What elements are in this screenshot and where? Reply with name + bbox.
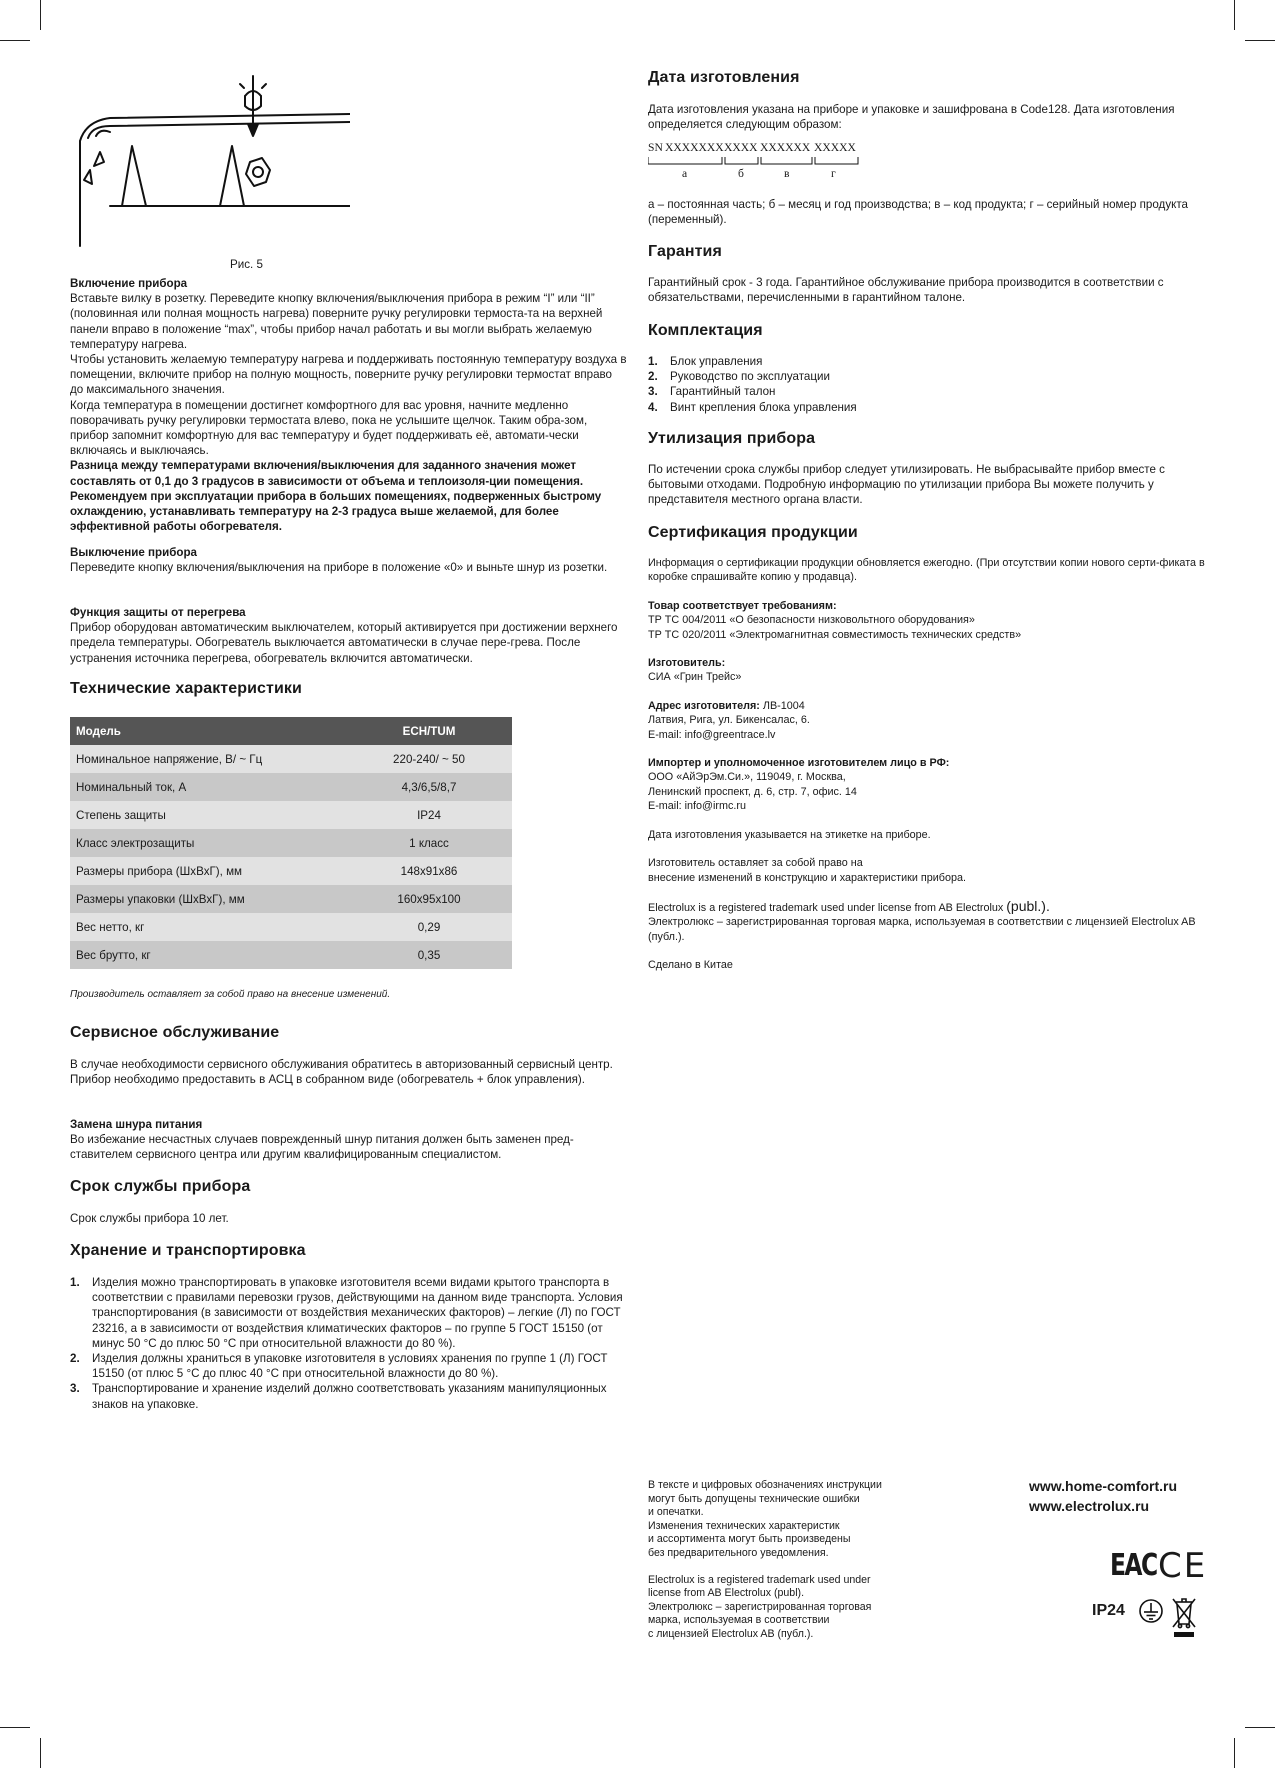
sn-part-c: XXXXXX bbox=[760, 141, 811, 154]
spec-param: Вес брутто, кг bbox=[70, 941, 346, 969]
spec-value: 1 класс bbox=[346, 829, 512, 857]
spec-param: Класс электрозащиты bbox=[70, 829, 346, 857]
footer-tm-line-3: Электролюкс – зарегистрированная торговая bbox=[648, 1600, 872, 1613]
kit-item-text: Гарантийный талон bbox=[670, 385, 776, 399]
storage-item-number: 3. bbox=[70, 1382, 80, 1396]
specs-table-row bbox=[70, 745, 512, 773]
weee-bin-icon bbox=[1170, 1596, 1198, 1640]
address-title: Адрес изготовителя: bbox=[648, 699, 760, 712]
disclaimer-line-5: и ассортимента могут быть произведены bbox=[648, 1533, 851, 1546]
kit-item bbox=[648, 400, 1208, 415]
serial-number-diagram bbox=[648, 141, 1208, 181]
requirement-2: ТР ТС 020/2011 «Электромагнитная совместимость технических средств» bbox=[648, 628, 1022, 641]
power-on-paragraph-3: Когда температура в помещении достигнет комфортного для вас уровня, начните медленно поворачивать ручку регулировки термостата влево, пока не услышите щелчок. Таким обра-зом, прибор запомнит комфортную для вас температуру и будет поддерживать её, автомати-чески включаясь и выключаясь. bbox=[70, 398, 588, 458]
kit-item-text: Винт крепления блока управления bbox=[670, 400, 857, 414]
footer-disclaimer bbox=[648, 1479, 918, 1642]
made-in: Сделано в Китае bbox=[648, 959, 733, 972]
disposal-heading: Утилизация прибора bbox=[648, 430, 816, 447]
crop-mark bbox=[40, 1738, 41, 1768]
specs-table bbox=[70, 717, 512, 969]
footer-icons bbox=[1092, 1596, 1212, 1646]
spec-value: 220-240/ ~ 50 bbox=[346, 745, 512, 773]
figure-5-illustration bbox=[70, 66, 350, 256]
spec-param: Степень защиты bbox=[70, 801, 346, 829]
specs-table-row bbox=[70, 857, 512, 885]
overheat-section bbox=[70, 605, 628, 666]
manufacturer-address-line-1 bbox=[648, 699, 1208, 713]
sn-brackets bbox=[648, 155, 868, 167]
specs-header-value: ECH/TUM bbox=[346, 717, 512, 745]
disclaimer-line-1: В тексте и цифровых обозначениях инструкции bbox=[648, 1479, 882, 1491]
specs-note: Производитель оставляет за собой право на внесение изменений. bbox=[70, 989, 391, 1000]
website-electrolux[interactable]: www.electrolux.ru bbox=[1029, 1498, 1150, 1514]
crop-mark bbox=[0, 40, 30, 41]
service-heading: Сервисное обслуживание bbox=[70, 1024, 280, 1041]
disclaimer-line-3: и опечатки. bbox=[648, 1506, 704, 1519]
footer-tm-line-4: марка, используемая в соответствии bbox=[648, 1614, 830, 1627]
specs-table-row bbox=[70, 801, 512, 829]
spec-param: Размеры упаковки (ШхВхГ), мм bbox=[70, 885, 346, 913]
sn-part-a: XXXXXXX bbox=[665, 141, 724, 154]
disclaimer-line-6: без предварительного уведомления. bbox=[648, 1546, 829, 1559]
website-home-comfort[interactable]: www.home-comfort.ru bbox=[1029, 1478, 1178, 1494]
storage-item-text: Изделия можно транспортировать в упаковке изготовителя всеми видами крытого транспорта в соответствии с правилами перевозки грузов, действующими на данном виде транспорта. Условия транспортирования (в зависимости от воздействия механических факторов) – легкие (Л) по ГОСТ 23216, а в зависимости от воздействия климатических факторов – по группе 5 ГОСТ 15150 (от минус 50 °С до плюс 50 °С при относительной влажности до 80 %). bbox=[92, 1276, 623, 1350]
rights-line-2: внесение изменений в конструкцию и характеристики прибора. bbox=[648, 871, 966, 884]
specs-table-wrap bbox=[70, 717, 628, 969]
crop-mark bbox=[1234, 0, 1235, 30]
requirements-title: Товар соответствует требованиям: bbox=[648, 599, 837, 612]
figure-caption: Рис. 5 bbox=[230, 258, 263, 271]
manufacturer-email: E-mail: info@greentrace.lv bbox=[648, 728, 776, 741]
spec-value: 4,3/6,5/8,7 bbox=[346, 773, 512, 801]
certification-heading: Сертификация продукции bbox=[648, 524, 858, 541]
spec-value: 148х91х86 bbox=[346, 857, 512, 885]
trademark-ru: Электролюкс – зарегистрированная торговая марка, используемая в соответствии с лицензией Electrolux AB (публ.). bbox=[648, 916, 1196, 943]
sn-letter-a: а bbox=[682, 167, 688, 180]
specs-header-model: Модель bbox=[70, 717, 346, 745]
storage-item-number: 2. bbox=[70, 1352, 80, 1366]
specs-table-row bbox=[70, 773, 512, 801]
kit-item bbox=[648, 384, 1208, 399]
spec-param: Номинальный ток, А bbox=[70, 773, 346, 801]
certification-section bbox=[648, 556, 1208, 973]
warranty-section bbox=[648, 275, 1208, 305]
spec-param: Вес нетто, кг bbox=[70, 913, 346, 941]
kit-item-text: Блок управления bbox=[670, 355, 763, 368]
trademark-en bbox=[648, 899, 1208, 915]
storage-item bbox=[70, 1275, 628, 1351]
storage-list bbox=[70, 1275, 628, 1412]
spec-value: 0,35 bbox=[346, 941, 512, 969]
storage-list-wrap bbox=[70, 1275, 628, 1412]
crop-mark bbox=[40, 0, 41, 30]
power-off-title: Выключение прибора bbox=[70, 546, 198, 559]
specs-table-row bbox=[70, 885, 512, 913]
importer-line-3: E-mail: info@irmc.ru bbox=[648, 800, 746, 813]
importer-line-1: ООО «АйЭрЭм.Си.», 119049, г. Москва, bbox=[648, 771, 846, 784]
sn-letter-d: г bbox=[831, 167, 836, 180]
spec-value: 160х95х100 bbox=[346, 885, 512, 913]
kit-item-text: Руководство по эксплуатации bbox=[670, 370, 830, 384]
ip24-label: IP24 bbox=[1092, 1602, 1125, 1619]
specs-heading: Технические характеристики bbox=[70, 680, 302, 697]
power-on-section bbox=[70, 276, 628, 534]
kit-list bbox=[648, 354, 1208, 415]
sn-legend-section bbox=[648, 197, 1208, 227]
date-note: Дата изготовления указывается на этикетке на приборе. bbox=[648, 828, 931, 841]
crop-mark bbox=[1234, 1738, 1235, 1768]
service-section bbox=[70, 1057, 628, 1087]
kit-item-number: 1. bbox=[648, 355, 658, 368]
storage-item-text: Транспортирование и хранение изделий должно соответствовать указаниям манипуляционных знаков на упаковке. bbox=[92, 1382, 607, 1411]
crop-mark bbox=[1245, 40, 1275, 41]
disclaimer-line-2: могут быть допущены технические ошибки bbox=[648, 1492, 860, 1505]
footer-websites bbox=[1029, 1476, 1209, 1516]
sn-prefix: SN bbox=[648, 141, 663, 154]
mfg-date-section bbox=[648, 102, 1208, 132]
eac-mark: EAC bbox=[1110, 1548, 1157, 1583]
mfg-date-heading: Дата изготовления bbox=[648, 69, 800, 86]
storage-heading: Хранение и транспортировка bbox=[70, 1242, 306, 1259]
kit-item-number: 2. bbox=[648, 370, 658, 384]
power-on-paragraph-2: Чтобы установить желаемую температуру нагрева и поддерживать постоянную температуру воздуха в помещении, включите прибор на полную мощность, поверните ручку регулировки термостат вправо до максимального значения. bbox=[70, 353, 627, 397]
spec-value: IP24 bbox=[346, 801, 512, 829]
ce-mark: CE bbox=[1158, 1546, 1208, 1586]
storage-item bbox=[70, 1381, 628, 1411]
spec-param: Размеры прибора (ШхВхГ), мм bbox=[70, 857, 346, 885]
kit-item-number: 3. bbox=[648, 385, 658, 399]
lifetime-text: Срок службы прибора 10 лет. bbox=[70, 1212, 229, 1225]
storage-item-number: 1. bbox=[70, 1276, 80, 1289]
importer-line-2: Ленинский проспект, д. 6, стр. 7, офис. 14 bbox=[648, 785, 857, 798]
manufacturer-address: Латвия, Рига, ул. Бикенсалас, 6. bbox=[648, 714, 810, 727]
requirement-1: ТР ТС 004/2011 «О безопасности низковольтного оборудования» bbox=[648, 614, 975, 627]
warranty-heading: Гарантия bbox=[648, 243, 722, 260]
cord-text: Во избежание несчастных случаев поврежденный шнур питания должен быть заменен пред-ставителем сервисного центра или другим квалифицированным специалистом. bbox=[70, 1133, 574, 1162]
overheat-text: Прибор оборудован автоматическим выключателем, который активируется при достижении верхнего предела температуры. Обогреватель выключается автоматически в случае пере-грева. После устранения источника перегрева, обогреватель включится автоматически. bbox=[70, 621, 618, 665]
mfg-date-text: Дата изготовления указана на приборе и упаковке и зашифрована в Code128. Дата изготовления определяется следующим образом: bbox=[648, 103, 1175, 132]
certification-text: Информация о сертификации продукции обновляется ежегодно. (При отсутствии копии нового серти-фиката в коробке спрашивайте копию у продавца). bbox=[648, 557, 1205, 584]
crop-mark bbox=[1245, 1727, 1275, 1728]
rights-line-1: Изготовитель оставляет за собой право на bbox=[648, 857, 863, 870]
kit-item-number: 4. bbox=[648, 400, 658, 414]
kit-heading: Комплектация bbox=[648, 322, 763, 339]
trademark-en-text: Electrolux is a registered trademark used under license from AB Electrolux bbox=[648, 901, 1007, 914]
power-off-text: Переведите кнопку включения/выключения на приборе в положение «0» и выньте шнур из розетки. bbox=[70, 561, 608, 575]
importer-title: Импортер и уполномоченное изготовителем лицо в РФ: bbox=[648, 757, 950, 770]
trademark-en-publ: (publ.). bbox=[1006, 897, 1050, 914]
warranty-text: Гарантийный срок - 3 года. Гарантийное обслуживание прибора производится в соответствии с обязательствами, перечисленными в гарантийном талоне. bbox=[648, 276, 1164, 305]
crop-mark bbox=[0, 1727, 30, 1728]
sn-part-d: XXXXX bbox=[814, 141, 856, 154]
storage-item bbox=[70, 1351, 628, 1381]
storage-item-text: Изделия должны храниться в упаковке изготовителя в условиях хранения по группе 1 (Л) ГОСТ 15150 (от плюс 5 °С до плюс 40 °С при относительной влажности до 80 %). bbox=[92, 1352, 608, 1381]
sn-letter-b: б bbox=[738, 167, 744, 180]
certification-marks bbox=[1110, 1544, 1210, 1590]
power-on-title: Включение прибора bbox=[70, 277, 188, 290]
ground-icon bbox=[1138, 1598, 1164, 1624]
manufacturer-name: СИА «Грин Трейс» bbox=[648, 671, 742, 684]
service-text: В случае необходимости сервисного обслуживания обратитесь в авторизованный сервисный центр. Прибор необходимо предоставить в АСЦ в собранном виде (обогреватель + блок управления). bbox=[70, 1058, 613, 1087]
footer-tm-line-2: license from AB Electrolux (publ). bbox=[648, 1587, 805, 1600]
overheat-title: Функция защиты от перегрева bbox=[70, 606, 246, 619]
power-on-paragraph-1: Вставьте вилку в розетку. Переведите кнопку включения/выключения прибора в режим “I” или “II” (половинная или полная мощность нагрева) поверните ручку регулировки термоста-та на верхней панели вправо в положение “max”, чтобы прибор начал работать и вы могли выбрать желаемую температуру нагрева. bbox=[70, 292, 603, 351]
disposal-section bbox=[648, 462, 1208, 508]
footer-tm-line-5: с лицензией Electrolux AB (публ.). bbox=[648, 1627, 814, 1640]
cord-section bbox=[70, 1117, 628, 1163]
address-code: ЛВ-1004 bbox=[762, 699, 805, 712]
specs-table-row bbox=[70, 829, 512, 857]
kit-item bbox=[648, 354, 1208, 369]
specs-table-row bbox=[70, 913, 512, 941]
disposal-text: По истечении срока службы прибор следует утилизировать. Не выбрасывайте прибор вместе с бытовыми отходами. Подробную информацию по утилизации прибора Вы можете получить у представителя местного органа власти. bbox=[648, 463, 1165, 507]
spec-value: 0,29 bbox=[346, 913, 512, 941]
cord-title: Замена шнура питания bbox=[70, 1118, 203, 1131]
disclaimer-line-4: Изменения технических характеристик bbox=[648, 1519, 840, 1532]
lifetime-heading: Срок службы прибора bbox=[70, 1178, 251, 1195]
sn-part-b: XXXX bbox=[724, 141, 758, 154]
sn-letter-c: в bbox=[784, 167, 790, 180]
specs-table-row bbox=[70, 941, 512, 969]
kit-list-wrap bbox=[648, 354, 1208, 415]
spec-param: Номинальное напряжение, В/ ~ Гц bbox=[70, 745, 346, 773]
kit-item bbox=[648, 369, 1208, 384]
sn-legend: а – постоянная часть; б – месяц и год производства; в – код продукта; г – серийный номер продукта (переменный). bbox=[648, 198, 1188, 227]
power-off-section bbox=[70, 545, 628, 575]
manufacturer-title: Изготовитель: bbox=[648, 657, 726, 670]
specs-table-header bbox=[70, 717, 512, 745]
power-on-bold-note: Разница между температурами включения/выключения для заданного значения может составлять от 0,1 до 3 градусов в зависимости от объема и теплоизоля-ции помещения. Рекомендуем при эксплуатации прибора в больших помещениях, подверженных быстрому охлаждению, устанавливать температуру на 2-3 градуса выше желаемой, для более эффективной работы обогревателя. bbox=[70, 459, 602, 534]
footer-tm-line-1: Electrolux is a registered trademark used under bbox=[648, 1573, 871, 1586]
